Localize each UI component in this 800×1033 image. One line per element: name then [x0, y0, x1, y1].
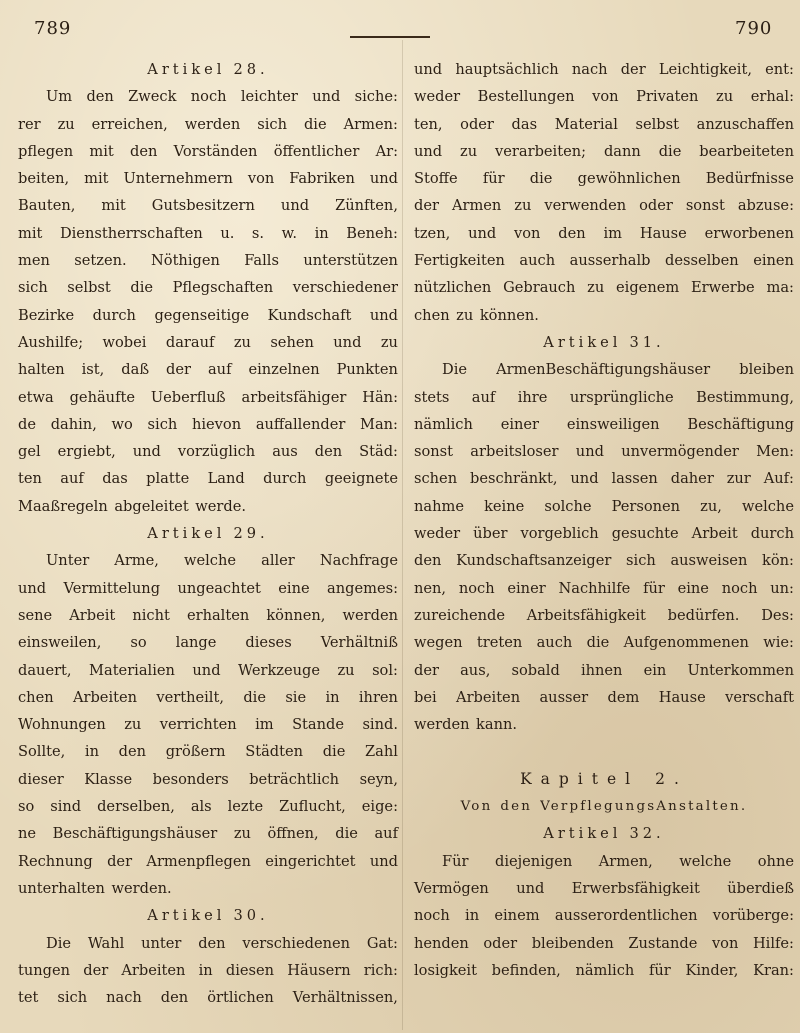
text-line: der aus, sobald ihnen ein Unterkommen	[414, 661, 794, 679]
text-line: mit Dienstherrschaften u. s. w. in Beneh:	[18, 224, 398, 242]
paragraph-last-line: Maaßregeln abgeleitet werde.	[18, 497, 246, 515]
text-line: tet sich nach den örtlichen Verhältnissen,	[18, 989, 398, 1007]
text-line: Die Wahl unter den verschiedenen Gat:	[46, 934, 398, 952]
text-line: bei Arbeiten ausser dem Hause verschaft	[414, 688, 794, 706]
text-line: ten, oder das Material selbst anzuschaffen	[414, 115, 794, 133]
text-line: tzen, und von den im Hause erworbenen	[414, 224, 794, 242]
text-line: Unter Arme, welche aller Nachfrage	[46, 552, 398, 570]
text-line: dieser Klasse besonders beträchtlich seyn,	[18, 770, 398, 788]
text-line: Fertigkeiten auch ausserhalb desselben einen	[414, 252, 794, 270]
text-line: weder Bestellungen von Privaten zu erhal:	[414, 88, 794, 106]
text-line: Um den Zweck noch leichter und siche:	[46, 88, 398, 106]
text-line: rer zu erreichen, werden sich die Armen:	[18, 115, 398, 133]
article-heading: Artikel 30.	[147, 907, 269, 925]
text-line: etwa gehäufte Ueberfluß arbeitsfähiger Hän:	[18, 388, 398, 406]
text-line: dauert, Materialien und Werkzeuge zu sol:	[18, 661, 398, 679]
text-line: men setzen. Nöthigen Falls unterstützen	[18, 252, 398, 270]
text-line: einsweilen, so lange dieses Verhältniß	[18, 634, 398, 652]
page-number-right: 790	[735, 18, 773, 39]
section-spacer	[414, 738, 794, 765]
text-line: sich selbst die Pflegschaften verschiedener	[18, 279, 398, 297]
column-gutter	[402, 40, 403, 1030]
header-rule	[350, 36, 430, 38]
text-line: Aushilfe; wobei darauf zu sehen und zu	[18, 333, 398, 351]
paragraph-last-line: unterhalten werden.	[18, 879, 172, 897]
chapter-heading: Kapitel 2.	[520, 769, 688, 788]
text-line: Sollte, in den größern Städten die Zahl	[18, 743, 398, 761]
text-line: nützlichen Gebrauch zu eigenem Erwerbe ma:	[414, 279, 794, 297]
text-line: Wohnungen zu verrichten im Stande sind.	[18, 716, 398, 734]
text-line: nämlich einer einsweiligen Beschäftigung	[414, 415, 794, 433]
text-line: tungen der Arbeiten in diesen Häusern rich:	[18, 961, 398, 979]
article-heading: Artikel 28.	[147, 61, 269, 78]
text-line: ne Beschäftigungshäuser zu öffnen, die auf	[18, 825, 398, 843]
left-column	[18, 56, 398, 1011]
article-heading: Artikel 31.	[543, 333, 665, 351]
text-line: pflegen mit den Vorständen öffentlicher Ar:	[18, 142, 398, 160]
article-heading: Artikel 32.	[543, 825, 665, 843]
text-line: Vermögen und Erwerbsfähigkeit überdieß	[414, 879, 794, 897]
text-line: Stoffe für die gewöhnlichen Bedürfnisse	[414, 170, 794, 188]
text-line: losigkeit befinden, nämlich für Kinder, Kran:	[414, 961, 794, 979]
text-line: und zu verarbeiten; dann die bearbeiteten	[414, 142, 794, 160]
article-heading: Artikel 29.	[147, 525, 269, 543]
text-line: nahme keine solche Personen zu, welche	[414, 497, 794, 515]
right-column	[414, 56, 794, 984]
chapter-subtitle: Von den VerpflegungsAnstalten.	[460, 799, 748, 815]
text-line: sene Arbeit nicht erhalten können, werden	[18, 606, 398, 624]
text-line: Für diejenigen Armen, welche ohne	[442, 852, 794, 870]
text-line: Die ArmenBeschäftigungshäuser bleiben	[442, 361, 794, 379]
text-line: weder über vorgeblich gesuchte Arbeit durch	[414, 525, 794, 543]
text-line: Bauten, mit Gutsbesitzern und Zünften,	[18, 197, 398, 215]
text-line: nen, noch einer Nachhilfe für eine noch un:	[414, 579, 794, 597]
text-line: noch in einem ausserordentlichen vorüberge:	[414, 907, 794, 925]
text-line: chen Arbeiten vertheilt, die sie in ihren	[18, 688, 398, 706]
page-header	[0, 12, 800, 46]
text-line: so sind derselben, als lezte Zuflucht, eige:	[18, 798, 398, 816]
text-line: gel ergiebt, und vorzüglich aus den Städ:	[18, 443, 398, 461]
paragraph-last-line: chen zu können.	[414, 306, 539, 324]
text-line: halten ist, daß der auf einzelnen Punkten	[18, 361, 398, 379]
text-line: stets auf ihre ursprüngliche Bestimmung,	[414, 388, 794, 406]
text-line: Rechnung der Armenpflegen eingerichtet und	[18, 852, 398, 870]
text-line: ten auf das platte Land durch geeignete	[18, 470, 398, 488]
text-line: sonst arbeitsloser und unvermögender Men:	[414, 443, 794, 461]
text-line: den Kundschaftsanzeiger sich ausweisen kön:	[414, 552, 794, 570]
text-line: und Vermittelung ungeachtet eine angemes:	[18, 579, 398, 597]
paragraph-last-line: werden kann.	[414, 716, 518, 734]
text-line: Bezirke durch gegenseitige Kundschaft und	[18, 306, 398, 324]
text-line: beiten, mit Unternehmern von Fabriken und	[18, 170, 398, 188]
text-line: henden oder bleibenden Zustande von Hilfe:	[414, 934, 794, 952]
page-number-left: 789	[34, 18, 72, 39]
text-line: wegen treten auch die Aufgenommenen wie:	[414, 634, 794, 652]
text-line: de dahin, wo sich hievon auffallender Man:	[18, 415, 398, 433]
text-line: zureichende Arbeitsfähigkeit bedürfen. Des:	[414, 606, 794, 624]
text-line: schen beschränkt, und lassen daher zur Auf:	[414, 470, 794, 488]
text-line: der Armen zu verwenden oder sonst abzuse:	[414, 197, 794, 215]
text-line: und hauptsächlich nach der Leichtigkeit, ent:	[414, 61, 794, 78]
